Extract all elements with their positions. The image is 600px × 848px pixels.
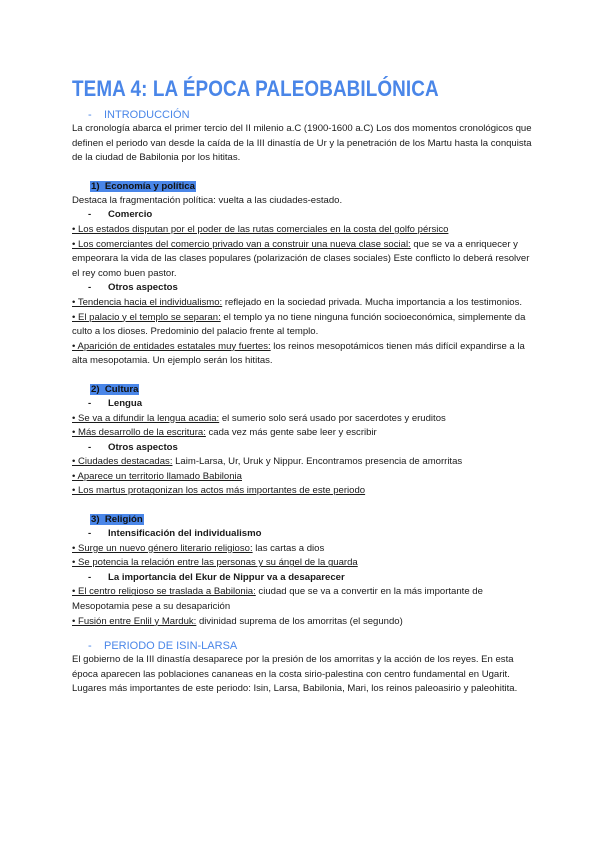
s1-sub-otros: - Otros aspectos <box>88 282 178 294</box>
s1-comercio-item-1: • Los estados disputan por el poder de las rutas comerciales en la costa del golfo pérsico <box>72 223 449 235</box>
section-2-heading: 2) Cultura <box>91 383 139 395</box>
s2-lengua-item-2: • Más desarrollo de la escritura: cada vez más gente sabe leer y escribir <box>72 427 377 439</box>
s1-intro: Destaca la fragmentación política: vuelta a las ciudades-estado. <box>72 194 343 206</box>
s3-ekur-item-1: • El centro religioso se traslada a Babilonia: ciudad que se va a convertir en la más importante de Mesopotamia pese a su desaparición <box>72 586 483 613</box>
s2-sub-otros: - Otros aspectos <box>88 441 178 453</box>
s3-ekur-item-2: • Fusión entre Enlil y Marduk: divinidad suprema de los amorritas (el segundo) <box>72 615 403 627</box>
s3-individualismo-item-2: • Se potencia la relación entre las personas y su ángel de la guarda <box>72 557 358 569</box>
document-page <box>72 76 532 697</box>
s3-sub-individualismo: - Intensificación del individualismo <box>88 528 262 540</box>
s2-lengua-item-1: • Se va a difundir la lengua acadia: el sumerio solo será usado por sacerdotes y eruditos <box>72 412 446 424</box>
intro-heading: - INTRODUCCIÓN <box>88 109 190 121</box>
s2-otros-item-1: • Ciudades destacadas: Laim-Larsa, Ur, Uruk y Nippur. Encontramos presencia de amorritas <box>72 456 463 468</box>
s2-otros-item-3: • Los martus protagonizan los actos más importantes de este periodo <box>72 485 366 497</box>
s1-otros-item-2: • El palacio y el templo se separan: el templo ya no tiene ninguna función socioeconómica, simplemente da culto a los dioses. Predominio del palacio frente al templo. <box>72 311 526 338</box>
isin-larsa-heading: - PERIODO DE ISIN-LARSA <box>88 640 238 653</box>
isin-larsa-text: El gobierno de la III dinastía desaparece por la presión de los amorritas y la acción de los reyes. En esta época aparecen las poblaciones cananeas en la costa sirio-palestina con centro fundamental en Ugarit. Lugares más importantes de este periodo: Isin, Larsa, Babilonia, Mari, los reinos paleoasirio y paleohitita. <box>72 654 518 695</box>
section-1-heading: 1) Economía y política <box>91 180 195 192</box>
s3-sub-ekur: - La importancia del Ekur de Nippur va a desaparecer <box>88 571 345 583</box>
s1-sub-comercio: - Comercio <box>88 209 153 221</box>
s2-otros-item-2: • Aparece un territorio llamado Babilonia <box>72 470 242 482</box>
s1-comercio-item-2: • Los comerciantes del comercio privado van a construir una nueva clase social: que se va a enriquecer y empeorara la vida de las clases populares (polarización de clases sociales) Este conflicto lo deberá resolver el rey como buen pastor. <box>72 238 530 279</box>
s1-otros-item-3: • Aparición de entidades estatales muy fuertes: los reinos mesopotámicos tienen más difícil expandirse a la alta mesopotamia. Un ejemplo serán los hititas. <box>72 340 525 367</box>
s1-otros-item-1: • Tendencia hacia el individualismo: reflejado en la sociedad privada. Mucha importancia a los testimonios. <box>72 296 523 308</box>
section-3-heading: 3) Religión <box>91 514 143 526</box>
s3-individualismo-item-1: • Surge un nuevo género literario religioso: las cartas a dios <box>72 542 325 554</box>
page-title: TEMA 4: LA ÉPOCA PALEOBABILÓNICA <box>72 76 439 101</box>
intro-text: La cronología abarca el primer tercio del II milenio a.C (1900-1600 a.C) Los dos momentos cronológicos que definen el periodo van desde la caída de la III dinastía de Ur y la penetración de los Martu hasta la conquista de la ciudad de Babilonia por los hititas. <box>72 123 532 164</box>
s2-sub-lengua: - Lengua <box>88 397 143 409</box>
